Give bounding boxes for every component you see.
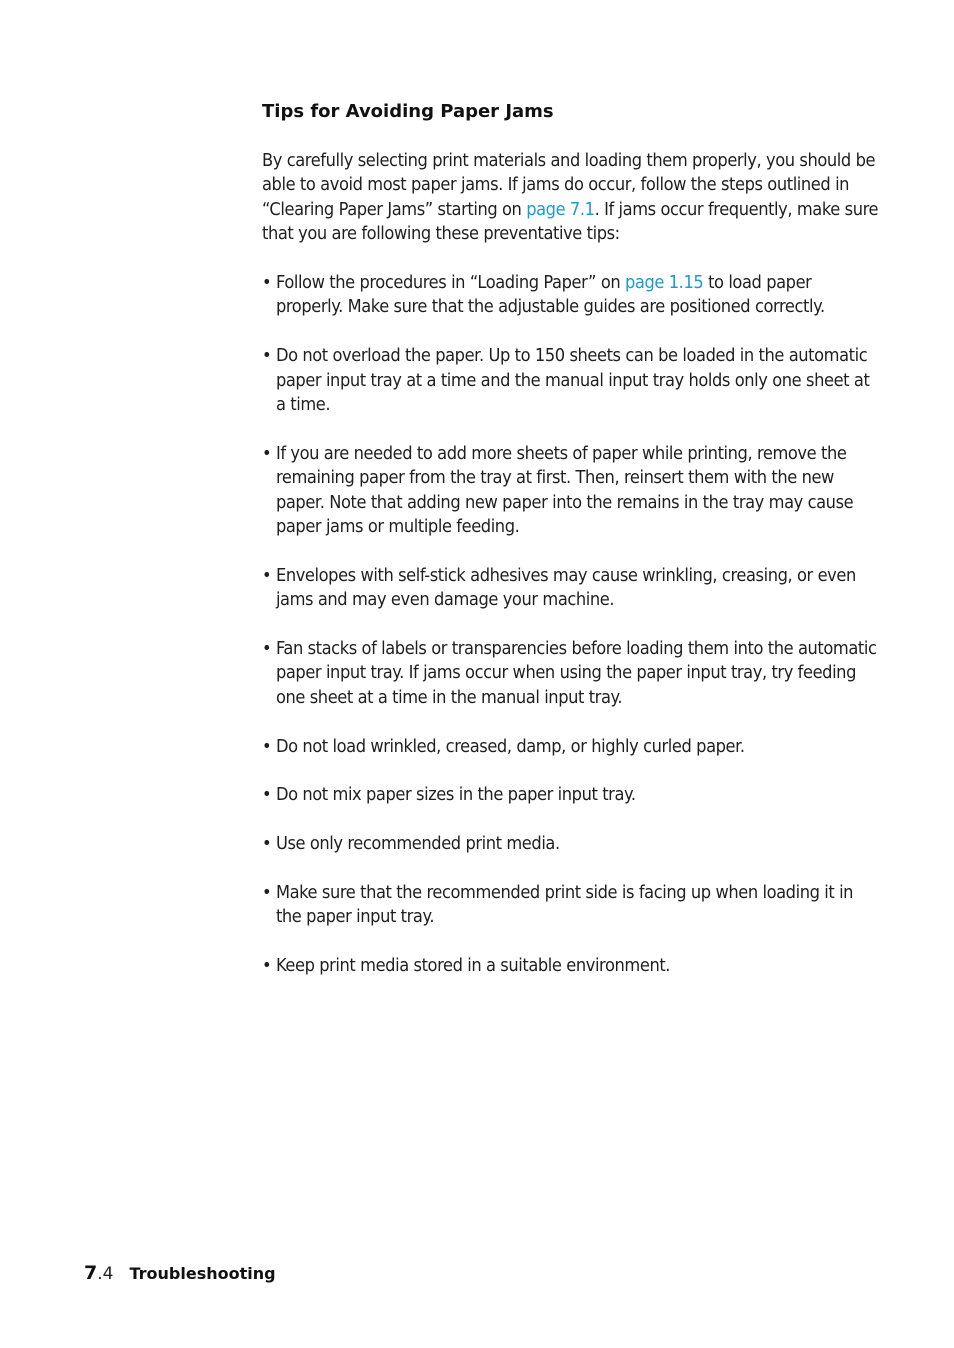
bullet-dot: • <box>262 883 272 904</box>
bullet-item-2 <box>262 344 881 417</box>
bullet-dot: • <box>262 785 272 806</box>
bullet-text: If you are needed to add more sheets of paper while printing, remove the remaining paper from the tray at first. Then, reinsert them with the new paper. Note that adding new paper into the remains in the tray may cause paper jams or multiple feeding. <box>275 443 854 538</box>
section-heading: Tips for Avoiding Paper Jams <box>262 101 554 122</box>
page-separator: . <box>97 1264 103 1284</box>
bullet-item-9 <box>262 881 881 930</box>
intro-text-start: By carefully selecting print materials and loading them properly, you should be able to avoid most paper jams. If jams do occur, follow the steps outlined in “Clearing Paper Jams” starting on <box>262 151 876 220</box>
page-content <box>262 99 882 1003</box>
bullet-item-3 <box>262 442 881 540</box>
bullet-item-5 <box>262 637 881 710</box>
bullet-text: Make sure that the recommended print side is facing up when loading it in the paper input tray. <box>275 883 854 928</box>
link-page-7-1[interactable]: page 7.1 <box>526 199 595 220</box>
bullet-item-1 <box>262 271 881 320</box>
bullet-dot: • <box>262 956 272 977</box>
bullet-text: Do not overload the paper. Up to 150 sheets can be loaded in the automatic paper input tray at a time and the manual input tray holds only one sheet at a time. <box>275 346 870 416</box>
bullet-text: Do not load wrinkled, creased, damp, or highly curled paper. <box>275 736 745 757</box>
bullet-item-7 <box>262 783 881 807</box>
intro-paragraph <box>262 149 881 247</box>
bullet-dot: • <box>262 834 272 855</box>
bullet-dot: • <box>262 736 272 757</box>
bullet-text: Do not mix paper sizes in the paper input tray. <box>275 785 636 806</box>
bullet-dot: • <box>262 346 272 367</box>
bullet-item-8 <box>262 832 881 856</box>
chapter-number: 7 <box>84 1262 98 1284</box>
bullet-dot: • <box>262 565 272 586</box>
bullet-dot: • <box>262 443 272 464</box>
bullet-text: Use only recommended print media. <box>275 834 560 855</box>
intro-text-end: . If jams occur frequently, make sure that you are following these preventative tips: <box>262 199 879 245</box>
bullet-text: Envelopes with self-stick adhesives may cause wrinkling, creasing, or even jams and may even damage your machine. <box>275 565 856 611</box>
page-footer <box>84 1262 276 1284</box>
bullet-dot: • <box>262 273 272 294</box>
bullet-text: Fan stacks of labels or transparencies before loading them into the automatic paper input tray. If jams occur when using the paper input tray, try feeding one sheet at a time in the manual input tray. <box>275 639 877 708</box>
bullet-text-end: to load paper properly. Make sure that the adjustable guides are positioned correctly. <box>275 273 825 318</box>
bullet-item-4 <box>262 564 881 613</box>
link-page-1-15[interactable]: page 1.15 <box>625 273 704 294</box>
bullet-dot: • <box>262 639 272 660</box>
section-name: Troubleshooting <box>129 1264 276 1283</box>
page-number: 4 <box>102 1264 114 1284</box>
bullet-text-start: Follow the procedures in “Loading Paper” on <box>275 273 626 294</box>
bullet-item-10 <box>262 954 881 978</box>
bullet-text: Keep print media stored in a suitable environment. <box>275 956 671 977</box>
bullet-item-6 <box>262 735 881 759</box>
bullet-text <box>276 271 881 320</box>
